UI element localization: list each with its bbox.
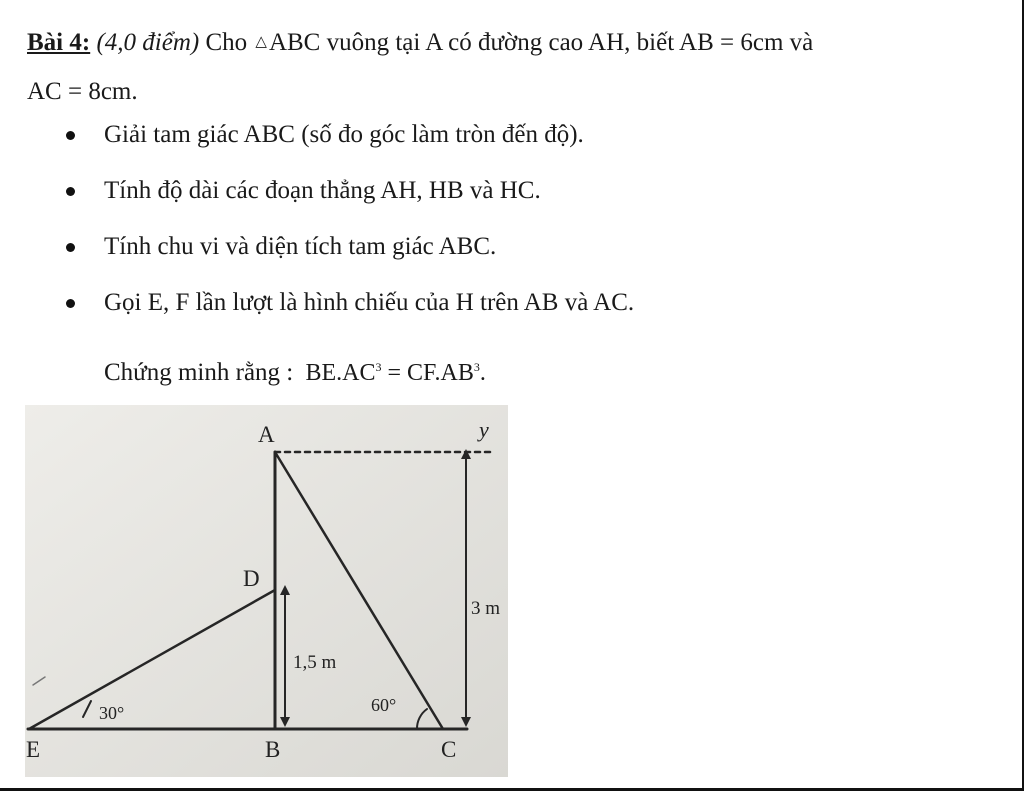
problem-label: Bài 4: [27, 29, 91, 56]
label-3m: 3 m [471, 598, 501, 619]
statement-line2: AC = 8cm. [27, 78, 138, 105]
label-c: C [441, 737, 457, 762]
proof-formula [305, 360, 485, 386]
formula-rhs: CF.AB [407, 360, 474, 386]
label-e: E [26, 737, 41, 762]
label-y: y [479, 417, 489, 442]
bullet-icon [66, 187, 75, 196]
list-item [62, 224, 962, 280]
triangle-symbol: △ [255, 34, 267, 50]
bullet-icon [66, 243, 75, 252]
formula-lhs: BE.AC [305, 360, 376, 386]
proof-prefix: Chứng minh rằng : [104, 359, 294, 386]
bullet-icon [66, 131, 75, 140]
proof-statement [104, 344, 486, 396]
problem-heading [27, 20, 1007, 115]
label-d: D [243, 566, 260, 591]
label-a: A [258, 422, 275, 447]
task-text: Gọi E, F lần lượt là hình chiếu của H trên AB và AC. [104, 289, 635, 316]
label-15m: 1,5 m [293, 652, 337, 673]
label-b: B [265, 737, 281, 762]
statement-line1: ABC vuông tại A có đường cao AH, biết AB = 6cm và [268, 29, 814, 56]
problem-points: (4,0 điểm) [96, 29, 200, 56]
task-text: Tính độ dài các đoạn thẳng AH, HB và HC. [104, 177, 541, 204]
photo-background [25, 405, 508, 777]
formula-end: . [479, 360, 486, 386]
bullet-icon [66, 299, 75, 308]
task-text: Giải tam giác ABC (số đo góc làm tròn đến độ). [104, 121, 584, 148]
formula-rhs-exponent: 3 [473, 360, 480, 374]
geometry-figure [25, 405, 508, 777]
intro-word: Cho [205, 29, 248, 56]
task-list [62, 112, 962, 336]
task-text: Tính chu vi và diện tích tam giác ABC. [104, 233, 497, 260]
formula-lhs-exponent: 3 [375, 360, 382, 374]
label-angle-30: 30° [99, 703, 125, 723]
list-item [62, 112, 962, 168]
list-item [62, 168, 962, 224]
label-angle-60: 60° [371, 695, 397, 715]
list-item [62, 280, 962, 336]
formula-equals: = [381, 360, 408, 386]
